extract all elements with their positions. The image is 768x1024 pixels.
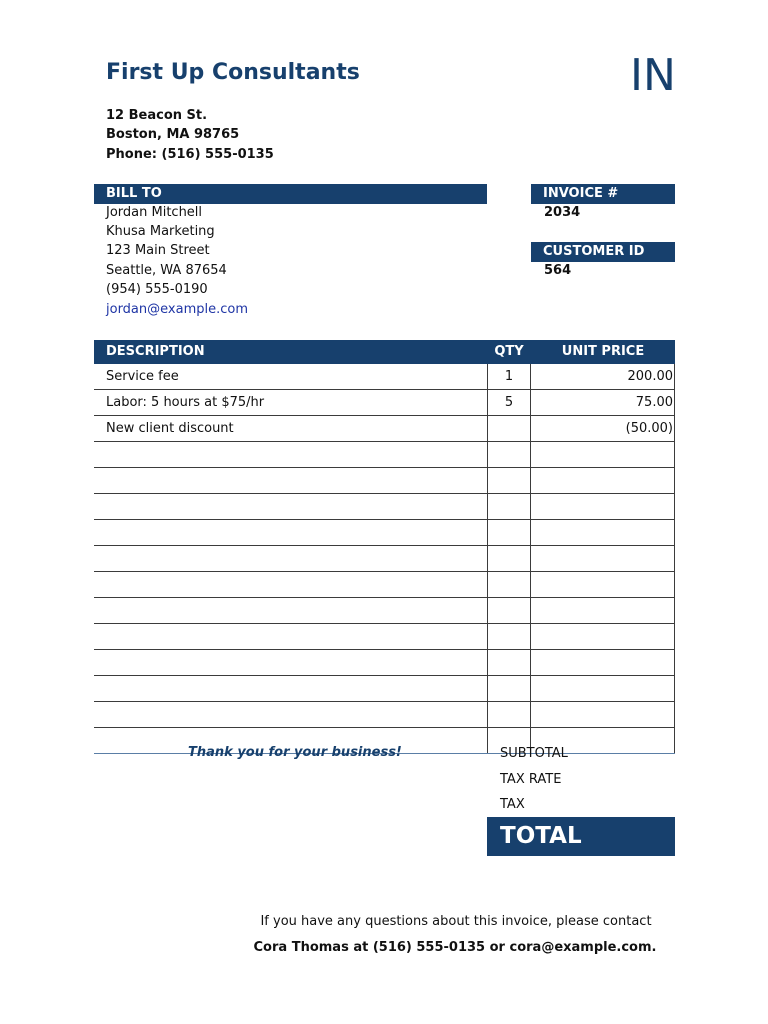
table-row: [94, 598, 675, 624]
table-row: [94, 520, 675, 546]
cell-qty: [487, 520, 531, 545]
column-header-qty: QTY: [494, 344, 524, 359]
cell-qty: [487, 468, 531, 493]
subtotal-label: SUBTOTAL: [500, 746, 568, 761]
cell-description: [94, 676, 487, 701]
cell-description: [94, 572, 487, 597]
company-phone: Phone: (516) 555-0135: [106, 147, 274, 162]
bill-to-phone: (954) 555-0190: [106, 282, 208, 297]
total-label: TOTAL: [487, 817, 675, 856]
table-row: [94, 416, 675, 442]
company-address-line1: 12 Beacon St.: [106, 108, 208, 123]
table-row: [94, 364, 675, 390]
cell-unit-price: [531, 598, 675, 623]
column-header-description: DESCRIPTION: [106, 344, 205, 359]
bill-to-name: Jordan Mitchell: [106, 205, 203, 220]
invoice-number-header: INVOICE #: [531, 184, 675, 204]
table-row: [94, 650, 675, 676]
table-row: [94, 572, 675, 598]
cell-qty: [487, 572, 531, 597]
document-title: IN: [630, 50, 676, 101]
bill-to-company: Khusa Marketing: [106, 224, 215, 239]
bill-to-street: 123 Main Street: [106, 243, 210, 258]
cell-description: [94, 624, 487, 649]
cell-qty: [487, 650, 531, 675]
column-header-unit-price: UNIT PRICE: [561, 344, 645, 359]
company-address-line2: Boston, MA 98765: [106, 127, 240, 142]
footer-line2-text: Cora Thomas at (516) 555-0135 or cora@example.com.: [253, 940, 657, 955]
cell-unit-price: [531, 624, 675, 649]
cell-description: Service fee: [106, 369, 179, 384]
footer-line1: [0, 914, 768, 929]
cell-qty: [487, 442, 531, 467]
cell-unit-price: [531, 572, 675, 597]
cell-description: Labor: 5 hours at $75/hr: [106, 395, 265, 410]
cell-qty: [487, 416, 531, 441]
cell-description: [94, 598, 487, 623]
cell-unit-price: 200.00: [531, 364, 675, 389]
cell-unit-price: (50.00): [531, 416, 675, 441]
cell-qty: [487, 494, 531, 519]
thank-you-message: Thank you for your business!: [188, 745, 402, 760]
table-row: [94, 702, 675, 728]
cell-description: [94, 546, 487, 571]
cell-unit-price: [531, 494, 675, 519]
bill-to-email-link[interactable]: jordan@example.com: [106, 302, 248, 317]
invoice-number: 2034: [544, 205, 581, 220]
table-row: [94, 546, 675, 572]
cell-qty: [487, 702, 531, 727]
cell-unit-price: 75.00: [531, 390, 675, 415]
cell-unit-price: [531, 702, 675, 727]
cell-unit-price: [531, 442, 675, 467]
bill-to-header: BILL TO: [94, 184, 487, 204]
table-row: [94, 442, 675, 468]
bill-to-city: Seattle, WA 87654: [106, 263, 227, 278]
table-row: [94, 494, 675, 520]
table-row: [94, 468, 675, 494]
items-table-header: [94, 340, 675, 364]
cell-unit-price: [531, 468, 675, 493]
cell-description: [94, 442, 487, 467]
cell-description: [94, 494, 487, 519]
cell-unit-price: [531, 520, 675, 545]
tax-label: TAX: [500, 797, 525, 812]
footer-line2: [0, 940, 768, 955]
customer-id: 564: [544, 263, 572, 278]
cell-description: [94, 520, 487, 545]
cell-description: New client discount: [106, 421, 234, 436]
company-name: First Up Consultants: [106, 60, 360, 85]
cell-qty: [487, 676, 531, 701]
cell-description: [94, 650, 487, 675]
cell-qty: [487, 546, 531, 571]
items-table: [94, 340, 675, 754]
customer-id-header: CUSTOMER ID: [531, 242, 675, 262]
cell-qty: [487, 598, 531, 623]
footer-line1-text: If you have any questions about this invoice, please contact: [260, 914, 652, 929]
cell-unit-price: [531, 546, 675, 571]
cell-description: [94, 702, 487, 727]
cell-qty: 1: [487, 364, 531, 389]
table-row: [94, 676, 675, 702]
cell-description: [94, 468, 487, 493]
cell-unit-price: [531, 650, 675, 675]
cell-unit-price: [531, 676, 675, 701]
table-row: [94, 624, 675, 650]
table-row: [94, 390, 675, 416]
cell-qty: [487, 624, 531, 649]
cell-qty: 5: [487, 390, 531, 415]
tax-rate-label: TAX RATE: [500, 772, 562, 787]
items-table-body: [94, 364, 675, 754]
